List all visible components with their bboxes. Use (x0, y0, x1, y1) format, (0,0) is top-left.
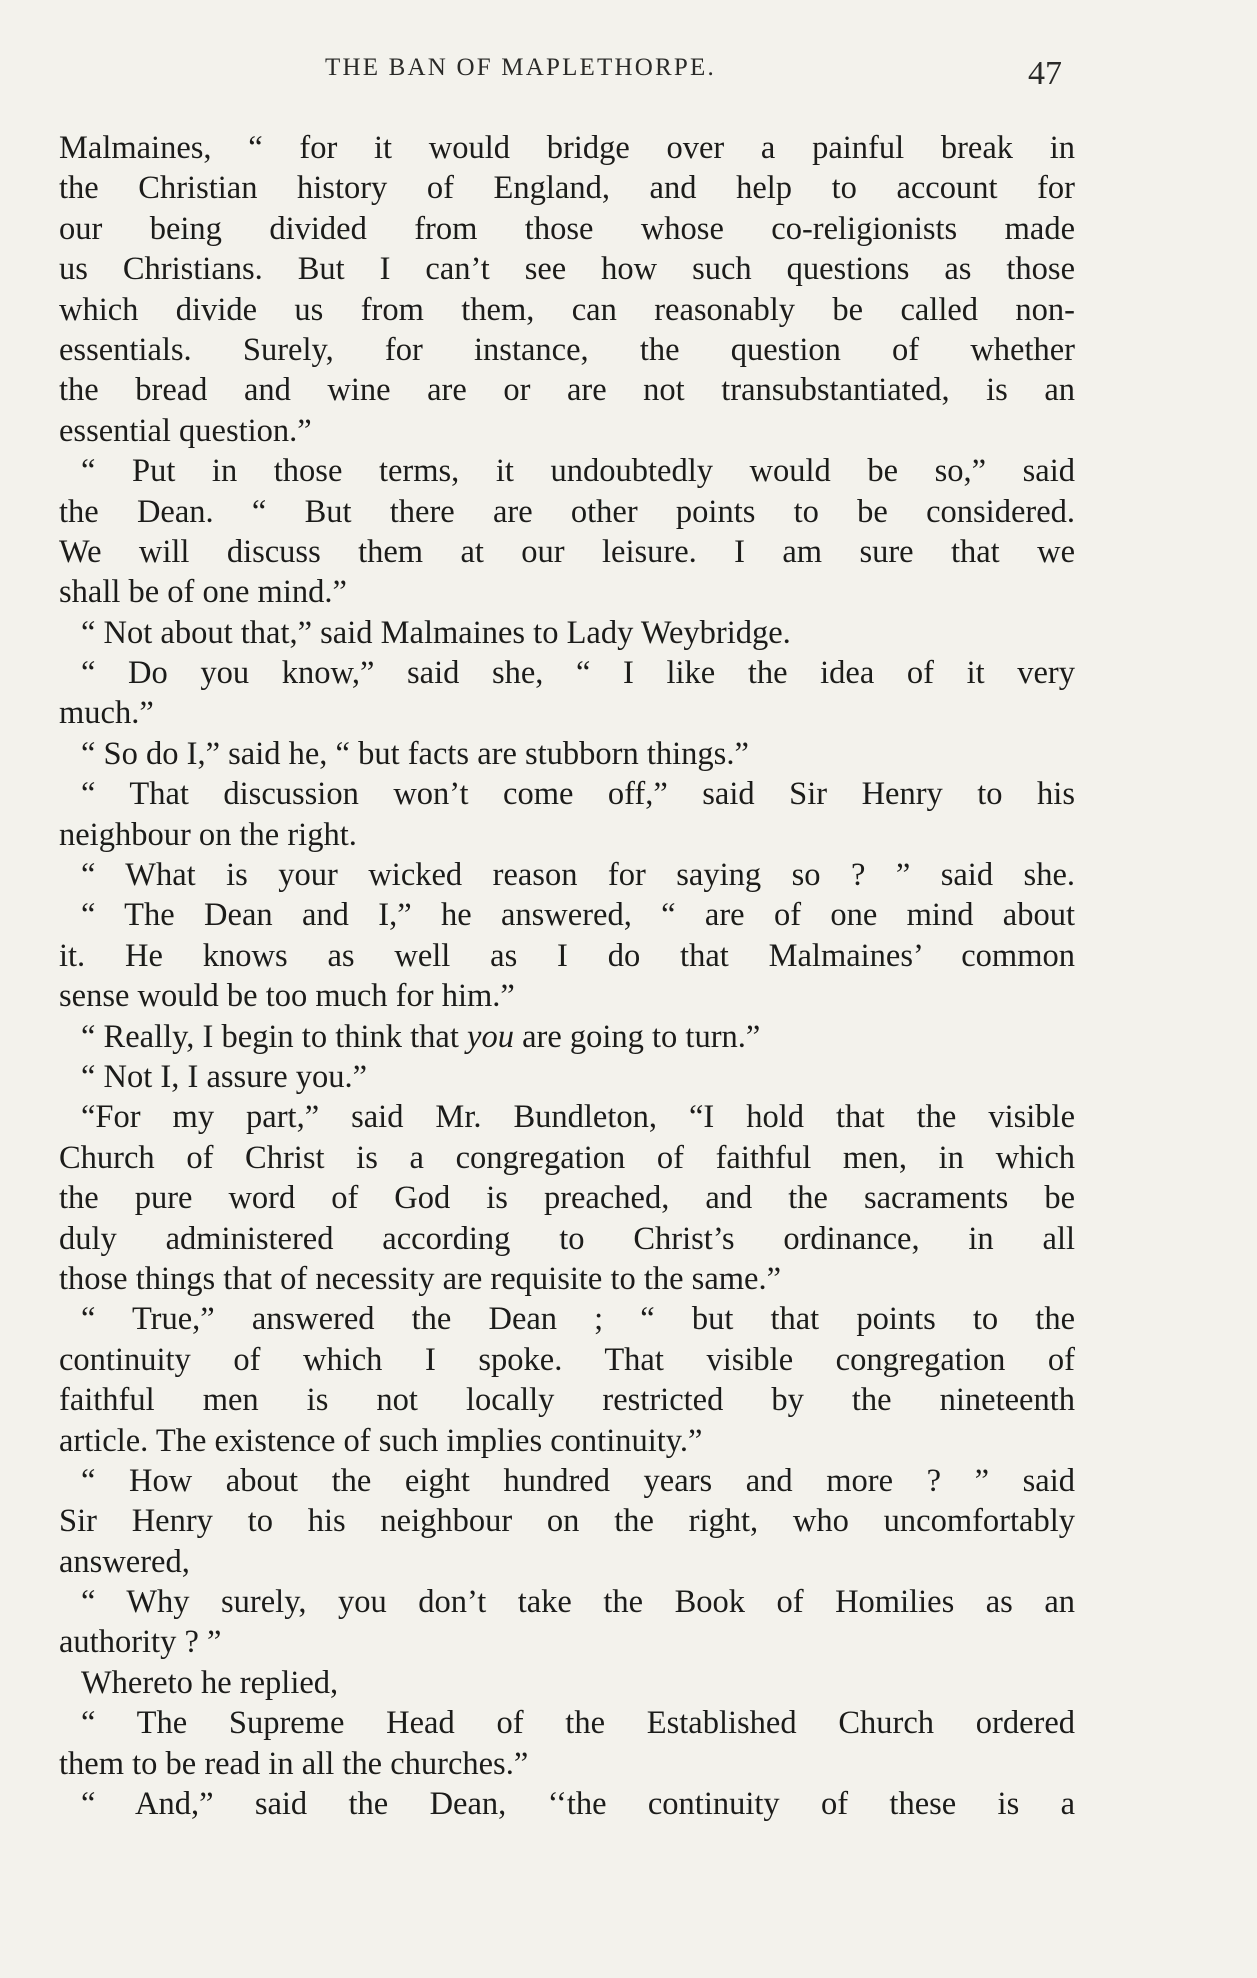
running-head-title: THE BAN OF MAPLETHORPE. (325, 54, 716, 81)
text-line: neighbour on the right. (59, 816, 357, 853)
text-line: “ Not about that,” said Malmaines to Lady Weybridge. (81, 614, 791, 651)
text-segment: are going to turn.” (513, 1018, 761, 1055)
text-line: the Christian history of England, and help to account for (59, 170, 1075, 207)
text-line: “For my part,” said Mr. Bundleton, “I hold that the visible (81, 1099, 1075, 1136)
text-line: Malmaines, “ for it would bridge over a painful break in (59, 130, 1075, 166)
text-line: “ What is your wicked reason for saying so ? ” said she. (81, 857, 1075, 894)
text-line: Church of Christ is a congregation of faithful men, in which (59, 1139, 1075, 1176)
text-line: Sir Henry to his neighbour on the right, who uncomfortably (59, 1503, 1075, 1540)
text-line: authority ? ” (59, 1624, 222, 1661)
text-line: sense would be too much for him.” (59, 978, 515, 1015)
text-line: “ Put in those terms, it undoubtedly would be so,” said (81, 453, 1075, 490)
text-line: duly administered according to Christ’s ordinance, in all (59, 1220, 1075, 1257)
text-line: our being divided from those whose co-religionists made (59, 210, 1075, 247)
text-line: essentials. Surely, for instance, the question of whether (59, 331, 1075, 368)
text-line: “ How about the eight hundred years and more ? ” said (81, 1462, 1075, 1499)
text-line: those things that of necessity are requisite to the same.” (59, 1260, 782, 1297)
text-line: us Christians. But I can’t see how such questions as those (59, 251, 1075, 288)
text-line: the bread and wine are or are not transubstantiated, is an (59, 372, 1075, 409)
text-line: We will discuss them at our leisure. I am sure that we (59, 533, 1075, 570)
text-line: “ Why surely, you don’t take the Book of Homilies as an (81, 1584, 1075, 1621)
text-segment: “ Really, I begin to think that (81, 1018, 468, 1055)
text-line: answered, (59, 1543, 190, 1580)
text-line: continuity of which I spoke. That visible congregation of (59, 1341, 1075, 1378)
text-line (59, 1017, 1075, 1057)
text-line: “ Do you know,” said she, “ I like the idea of it very (81, 655, 1075, 692)
text-line: much.” (59, 695, 154, 732)
page-number: 47 (1028, 55, 1062, 92)
text-line: essential question.” (59, 412, 312, 449)
text-line: Whereto he replied, (81, 1664, 339, 1701)
text-line: “ That discussion won’t come off,” said Sir Henry to his (81, 776, 1075, 813)
text-line: faithful men is not locally restricted by the nineteenth (59, 1382, 1075, 1419)
text-line: the pure word of God is preached, and the sacraments be (59, 1180, 1075, 1217)
text-line: the Dean. “ But there are other points to be considered. (59, 493, 1075, 530)
text-line: “ The Supreme Head of the Established Church ordered (81, 1705, 1075, 1742)
text-line: “ True,” answered the Dean ; “ but that points to the (81, 1301, 1075, 1338)
text-line: them to be read in all the churches.” (59, 1745, 529, 1782)
text-line: “ The Dean and I,” he answered, “ are of one mind about (81, 897, 1075, 934)
text-line: “ Not I, I assure you.” (81, 1058, 368, 1095)
text-line: article. The existence of such implies continuity.” (59, 1422, 703, 1459)
text-line: which divide us from them, can reasonably be called non- (59, 291, 1075, 328)
text-line: shall be of one mind.” (59, 574, 347, 611)
emphasized-word: you (467, 1018, 514, 1055)
text-line: “ And,” said the Dean, ‘‘the continuity of these is a (81, 1786, 1075, 1823)
text-line: “ So do I,” said he, “ but facts are stubborn things.” (81, 735, 749, 772)
text-line: it. He knows as well as I do that Malmaines’ common (59, 937, 1075, 974)
body-text (59, 128, 1075, 1824)
